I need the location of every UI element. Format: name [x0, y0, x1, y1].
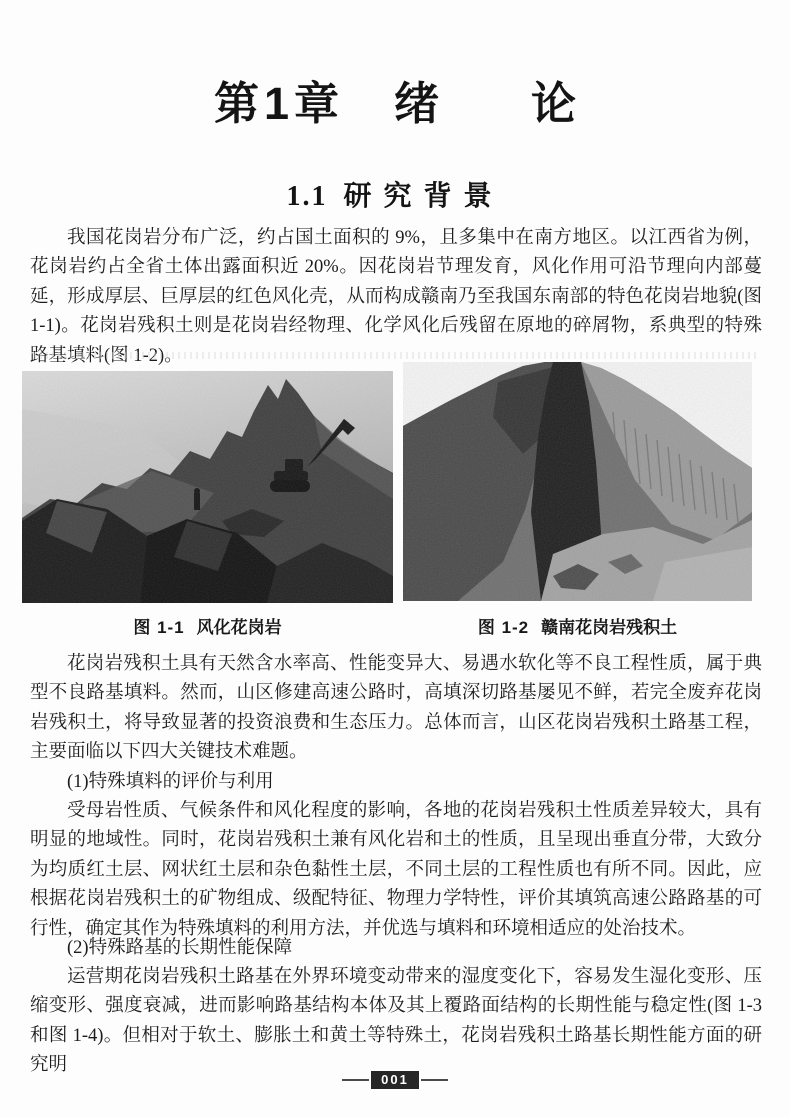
- figure-1-2-caption: [403, 617, 752, 639]
- list-item-2-heading: (2)特殊路基的长期性能保障: [67, 938, 293, 958]
- page-number-badge: 001: [371, 1071, 419, 1089]
- figure-1-1-title: 风化花岗岩: [196, 618, 282, 637]
- figure-1-1-label: 图 1-1: [133, 618, 185, 637]
- list-item-1-heading: (1)特殊填料的评价与利用: [67, 772, 274, 792]
- chapter-title-char-1: 绪: [394, 78, 440, 130]
- figure-1-2-label: 图 1-2: [477, 618, 530, 637]
- footer-right-rule: [421, 1079, 448, 1081]
- figure-photo-residual-soil-cliff: [403, 362, 752, 601]
- page-footer: [0, 1069, 790, 1091]
- figure-1-2-title: 赣南花岗岩残积土: [541, 618, 678, 637]
- residual-soil-photo-illustration: [403, 362, 752, 601]
- section-title: 研究背景: [343, 181, 504, 213]
- chapter-title-char-2: 论: [531, 78, 577, 130]
- section-number: 1.1: [286, 181, 328, 213]
- figure-1-1-caption: [22, 617, 393, 639]
- figure-photo-weathered-granite: [22, 371, 393, 603]
- paragraph-overview: 花岗岩残积土具有天然含水率高、性能变异大、易遇水软化等不良工程性质，属于典型不良路基填料。然而，山区修建高速公路时，高填深切路基屡见不鲜，若完全废弃花岗岩残积土，将导致显著的投资浪费和生态压力。总体而言，山区花岗岩残积土路基工程，主要面临以下四大关键技术难题。: [30, 654, 762, 763]
- weathered-granite-photo-illustration: [22, 371, 393, 603]
- scan-noise-strip: [34, 352, 760, 359]
- paragraph-intro: 我国花岗岩分布广泛，约占国土面积的 9%，且多集中在南方地区。以江西省为例，花岗岩约占全省土体出露面积近 20%。因花岗岩节理发育，风化作用可沿节理向内部蔓延，形成厚层、巨厚层的红色风化壳，从而构成赣南乃至我国东南部的特色花岗岩地貌(图 1-1)。花岗岩残积土则是花岗岩经物理、化学风化后残留在原地的碎屑物，系典型的特殊路基填料(图 1-2)。: [30, 228, 762, 366]
- list-item-1-body: 受母岩性质、气候条件和风化程度的影响，各地的花岗岩残积土性质差异较大，具有明显的地域性。同时，花岗岩残积土兼有风化岩和土的性质，且呈现出垂直分带，大致分为均质红土层、网状红土层和杂色黏性土层，不同土层的工程性质也有所不同。因此，应根据花岗岩残积土的矿物组成、级配特征、物理力学特性，评价其填筑高速公路路基的可行性，确定其作为特殊填料的利用方法，并优选与填料和环境相适应的处治技术。: [30, 801, 762, 939]
- footer-left-rule: [342, 1079, 369, 1081]
- chapter-number: 第1章: [213, 78, 344, 130]
- chapter-heading: [0, 78, 790, 130]
- section-heading: [0, 180, 790, 214]
- list-item-2-body: 运营期花岗岩残积土路基在外界环境变动带来的湿度变化下，容易发生湿化变形、压缩变形、强度衰减，进而影响路基结构本体及其上覆路面结构的长期性能与稳定性(图 1-3 和图 1-4)。但相对于软土、膨胀土和黄土等特殊土，花岗岩残积土路基长期性能方面的研究明: [30, 967, 762, 1076]
